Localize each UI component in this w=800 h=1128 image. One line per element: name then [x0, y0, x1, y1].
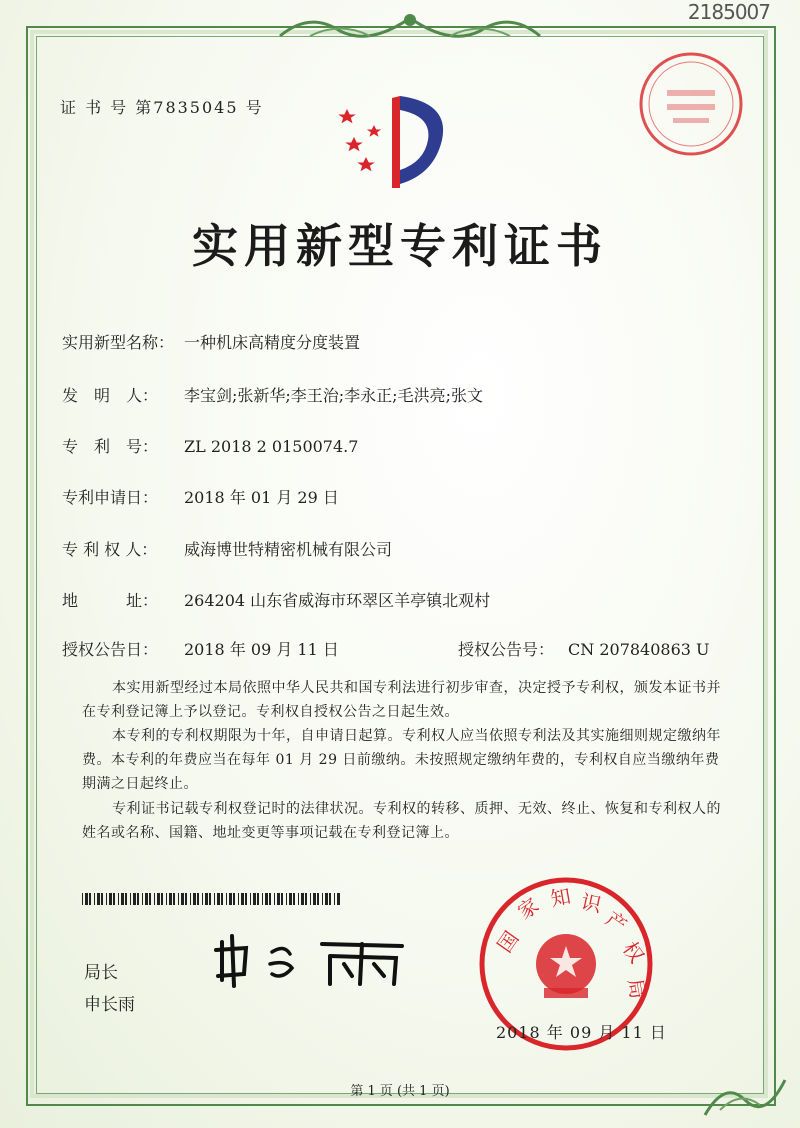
field-value: 2018 年 09 月 11 日: [184, 640, 339, 659]
svg-text:识: 识: [578, 889, 604, 918]
paragraph-legal-status: 专利证书记载专利权登记时的法律状况。专利权的转移、质押、无效、终止、恢复和专利权人的姓名或名称、国籍、地址变更等事项记载在专利登记簿上。: [82, 801, 721, 841]
field-label: 授权公告日：: [62, 640, 159, 659]
field-announcement-date: [62, 637, 339, 660]
paragraph-examination: 本实用新型经过本局依照中华人民共和国专利法进行初步审查，决定授予专利权，颁发本证书并在专利登记簿上予以登记。专利权自授权公告之日起生效。: [82, 680, 721, 720]
field-announcement-number: [458, 637, 710, 660]
svg-text:国: 国: [492, 926, 524, 957]
page-footer: 第 1 页 (共 1 页): [350, 1084, 450, 1099]
seal-date: 2018 年 09 月 11 日: [496, 1023, 667, 1042]
field-label: 发 明 人：: [62, 386, 159, 405]
svg-text:局: 局: [623, 976, 651, 1001]
field-patentee: [62, 537, 392, 560]
field-value: 李宝剑;张新华;李王治;李永正;毛洪亮;张文: [184, 386, 483, 405]
svg-text:产: 产: [601, 906, 632, 938]
certificate-number: 证 书 号 第7835045 号: [60, 98, 264, 117]
director-name: 申长雨: [84, 995, 135, 1015]
field-label: 专利申请日：: [62, 488, 159, 507]
director-title: 局长: [84, 963, 118, 983]
field-value: CN 207840863 U: [568, 640, 710, 659]
svg-text:权: 权: [617, 937, 650, 968]
field-label: 实用新型名称：: [62, 333, 175, 352]
field-patent-number: [62, 434, 358, 457]
field-value: 264204 山东省威海市环翠区羊亭镇北观村: [184, 591, 491, 610]
top-red-seal-icon: [637, 50, 745, 158]
barcode-icon: [82, 893, 340, 905]
paragraph-term-and-fees: 本专利的专利权期限为十年，自申请日起算。专利权人应当依照专利法及其实施细则规定缴纳年费。本专利的年费应当在每年 01 月 29 日前缴纳。未按照规定缴纳年费的，专利权自应当缴纳年费期满之日起终止。: [82, 728, 721, 792]
field-filing-date: [62, 485, 339, 508]
director-signature-icon: [212, 930, 412, 990]
patent-office-logo-icon: [330, 88, 470, 198]
field-label: 专 利 号：: [62, 437, 159, 456]
certificate-title: 实用新型专利证书: [192, 219, 608, 273]
field-value: ZL 2018 2 0150074.7: [184, 437, 359, 456]
field-value: 威海博世特精密机械有限公司: [184, 540, 393, 559]
field-value: 2018 年 01 月 29 日: [184, 488, 339, 507]
top-ornament-icon: [270, 6, 550, 46]
field-label: 授权公告号：: [458, 640, 555, 659]
field-inventors: [62, 383, 483, 406]
svg-text:知: 知: [548, 883, 573, 911]
field-address: [62, 588, 490, 611]
field-label: 地 址：: [62, 591, 159, 610]
field-utility-model-name: [62, 330, 360, 353]
handwritten-note: 2185007: [687, 0, 770, 24]
field-label: 专 利 权 人：: [62, 540, 158, 559]
field-value: 一种机床高精度分度装置: [184, 333, 361, 352]
svg-text:家: 家: [513, 892, 544, 925]
